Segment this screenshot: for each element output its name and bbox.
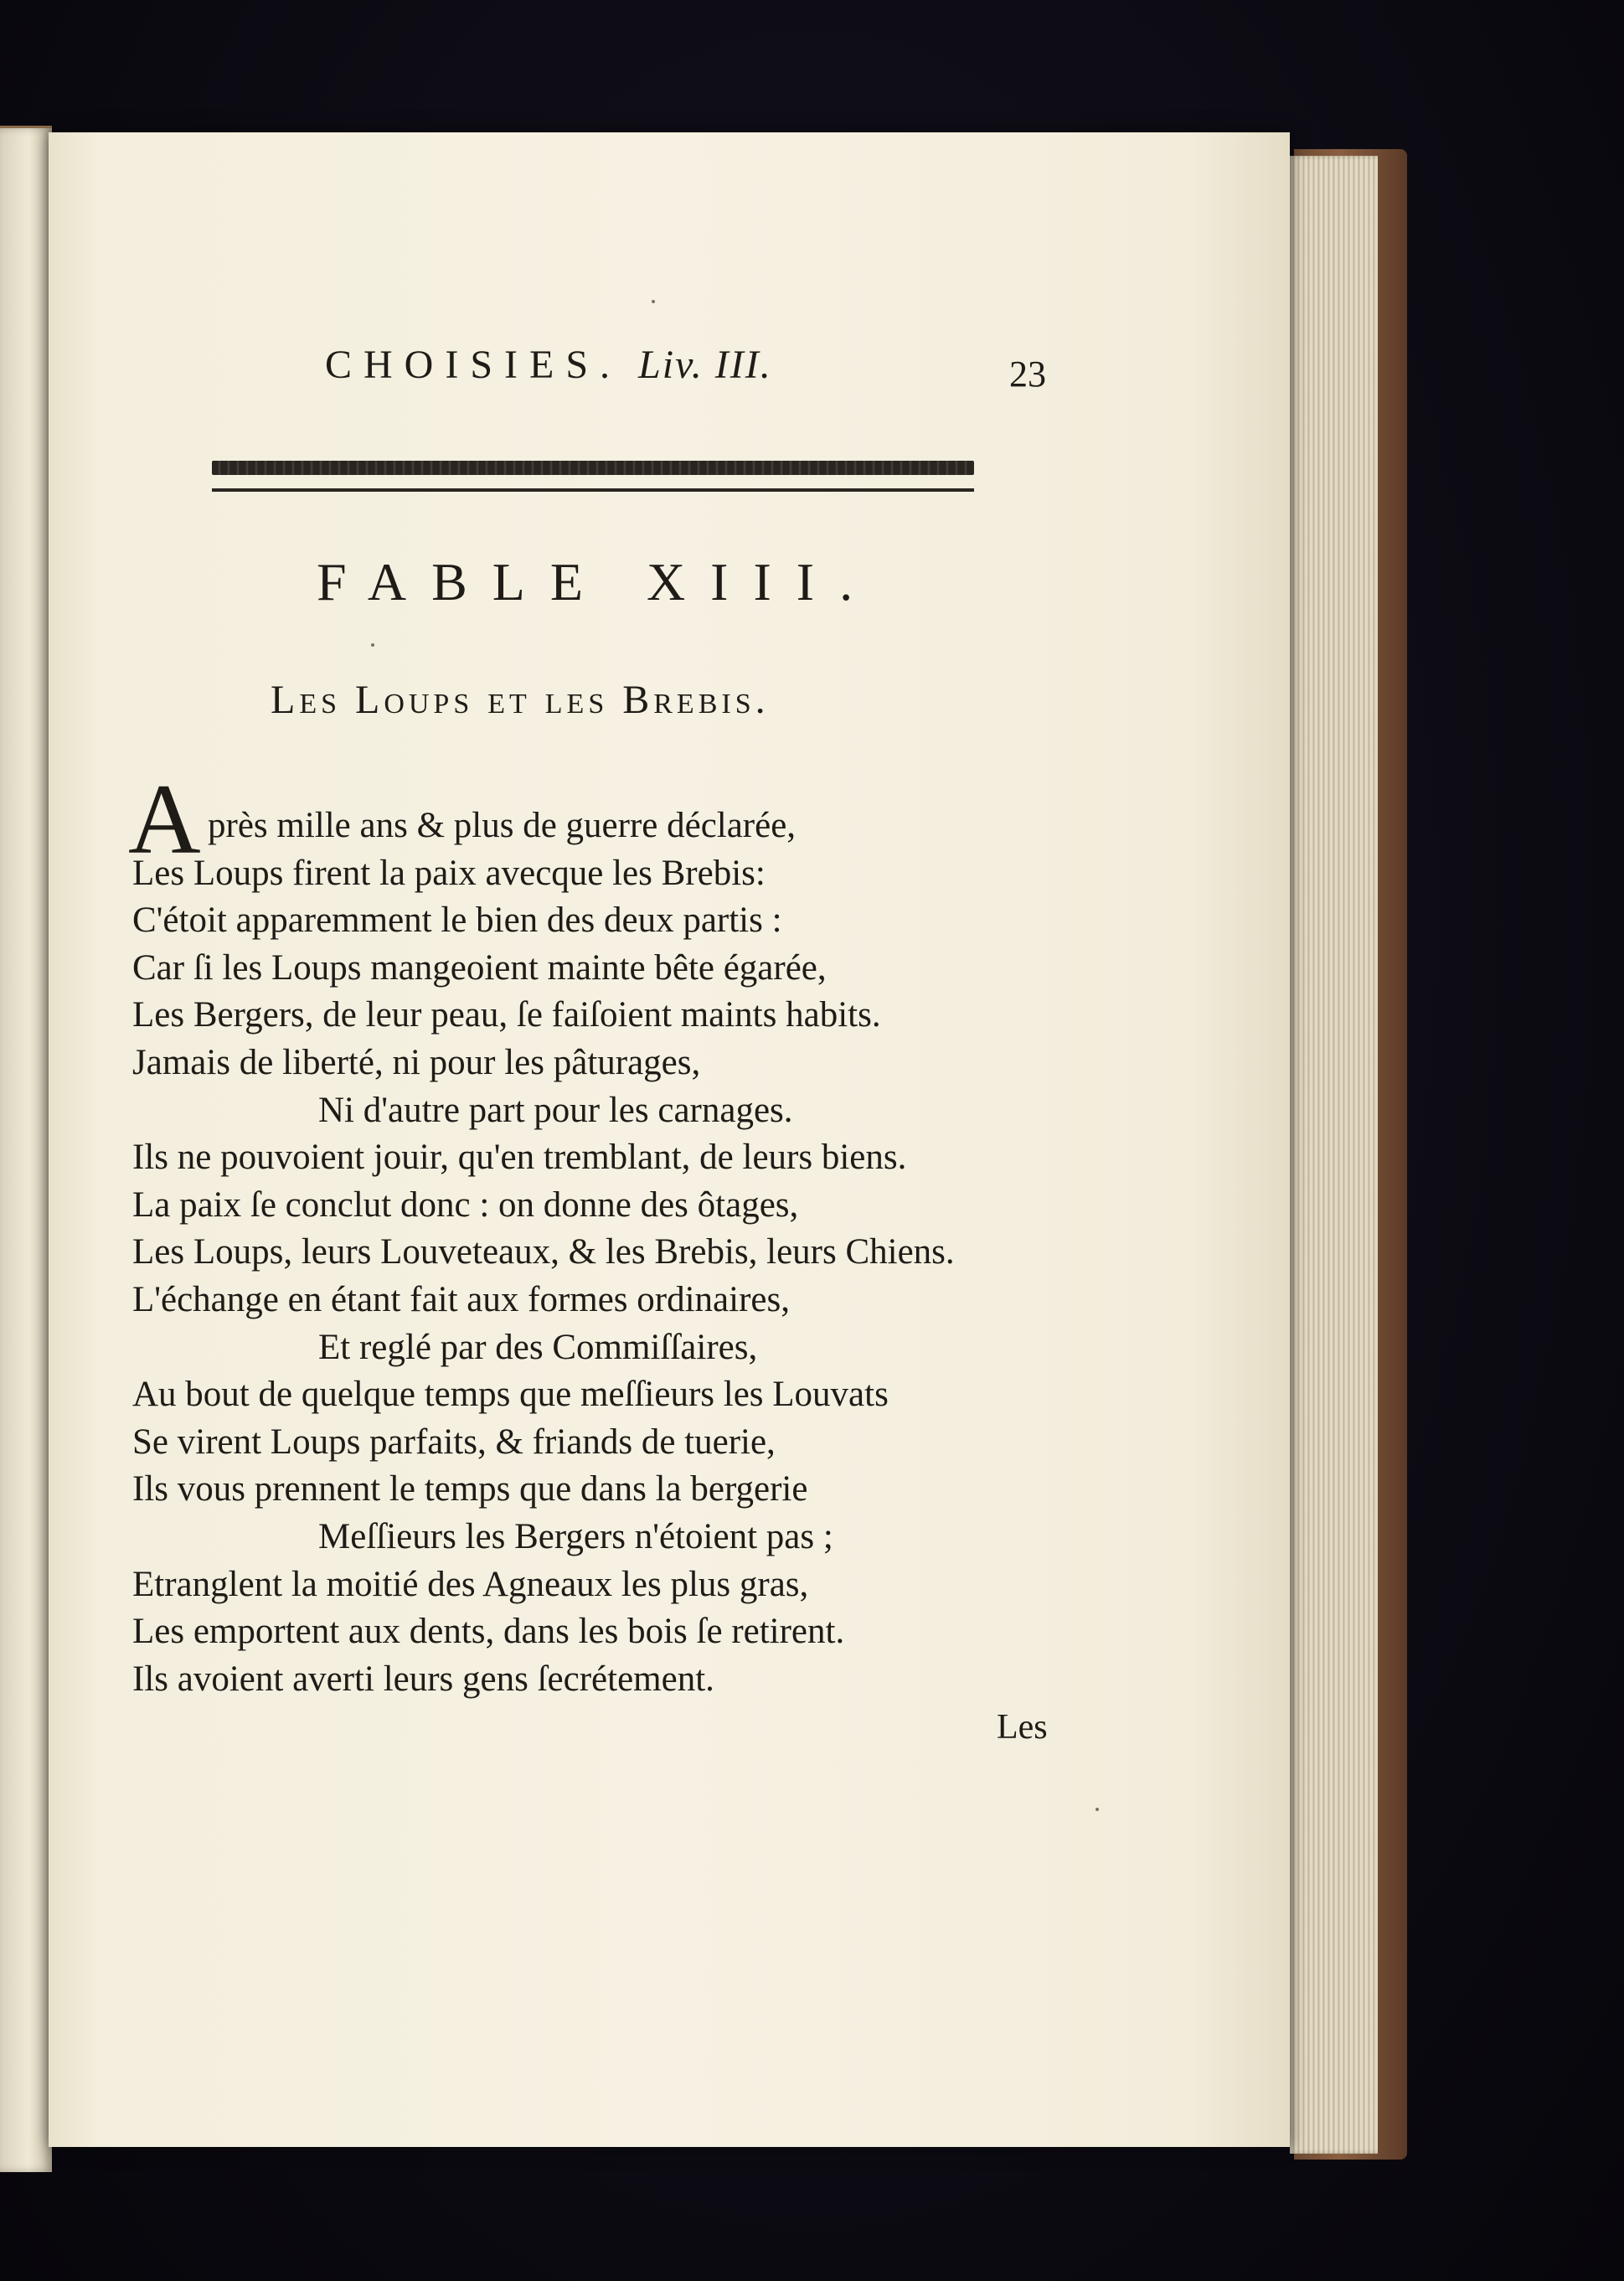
poem-line: Au bout de quelque temps que meſſieurs les Louvats [132,1375,889,1415]
poem-line: Meſſieurs les Bergers n'étoient pas ; [318,1516,833,1556]
divider-rule [212,488,974,492]
page [49,132,1290,2147]
page-edges [1290,156,1378,2154]
page-number: 23 [1009,354,1046,395]
poem-line: L'échange en étant fait aux formes ordinaires, [132,1279,790,1319]
poem-line: Ni d'autre part pour les carnages. [318,1090,793,1130]
poem-line: Ils vous prennent le temps que dans la bergerie [132,1469,808,1509]
poem-line: Car ſi les Loups mangeoient mainte bête égarée, [132,947,827,988]
ink-speck [652,300,655,303]
poem-line: C'étoit apparemment le bien des deux partis : [132,901,782,941]
poem-line: Jamais de liberté, ni pour les pâturages, [132,1042,701,1082]
fable-title: FABLE XIII. [317,552,879,612]
ornamental-rule [212,461,974,475]
poem [132,802,955,1703]
poem-line: Les Loups, leurs Louveteaux, & les Brebis, leurs Chiens. [132,1232,955,1272]
poem-line: Les emportent aux dents, dans les bois ſe retirent. [132,1612,845,1652]
poem-line: Se virent Loups parfaits, & friands de tuerie, [132,1422,776,1462]
poem-line: près mille ans & plus de guerre déclarée, [208,806,797,845]
poem-line: Ils ne pouvoient jouir, qu'en tremblant, de leurs biens. [132,1138,907,1178]
poem-line: Etranglent la moitié des Agneaux les plus gras, [132,1564,809,1604]
catchword: Les [997,1708,1048,1747]
ink-speck [1096,1808,1099,1811]
ink-speck [371,643,374,647]
poem-line: Et reglé par des Commiſſaires, [318,1327,758,1367]
running-head [325,342,772,388]
poem-line: La paix ſe conclut donc : on donne des ôtages, [132,1184,799,1225]
poem-line: Les Loups firent la paix avecque les Brebis: [132,853,766,893]
drop-cap: A [128,763,201,875]
running-head-title: CHOISIES. [325,343,622,387]
poem-line: Les Bergers, de leur peau, ſe faiſoient maints habits. [132,995,881,1035]
left-page-edge [0,126,52,2172]
poem-line: Ils avoient averti leurs gens ſecrétement. [132,1659,714,1699]
running-head-book: Liv. III. [638,343,772,387]
fable-subtitle: Les Loups et les Brebis. [271,678,770,722]
